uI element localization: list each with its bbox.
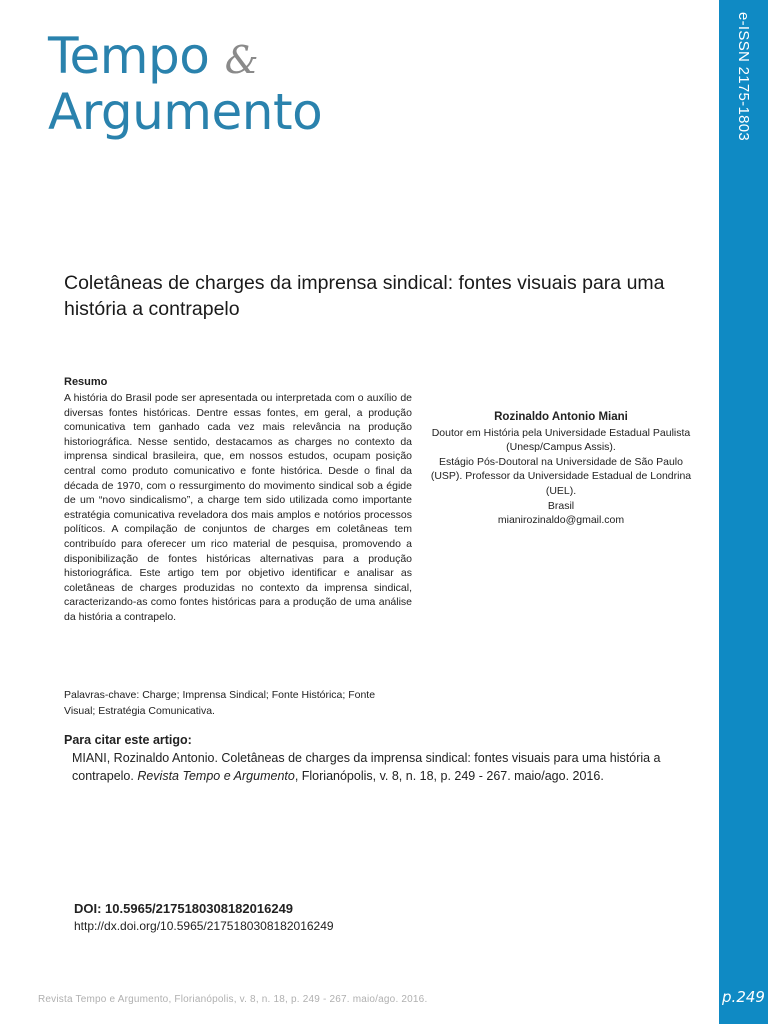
side-color-bar [719,0,768,1024]
author-block [430,410,692,528]
keywords: Palavras-chave: Charge; Imprensa Sindical; Fonte Histórica; Fonte Visual; Estratégia Comunicativa. [64,689,376,717]
author-affiliation-1: Doutor em História pela Universidade Estadual Paulista (Unesp/Campus Assis). [431,426,691,454]
author-email[interactable]: mianirozinaldo@gmail.com [497,514,625,527]
article-title: Coletâneas de charges da imprensa sindical: fontes visuais para uma história a contrapelo [64,272,665,320]
author-affiliation-2: Estágio Pós-Doutoral na Universidade de São Paulo (USP). Professor da Universidade Estadual de Londrina (UEL). [430,455,692,497]
abstract-text: A história do Brasil pode ser apresentada ou interpretada com o auxílio de diversas fontes históricas. Dentre essas fontes, em geral, a produção comunicativa tem ganhado cada vez mais relevância na produção historiográfica. Nesse sentido, destacamos as charges no contexto da imprensa sindical brasileira, que, em nossos estudos, ocupam posição central como produto comunicativo e fonte histórica. Desde o final da década de 1970, com o ressurgimento do movimento sindical sob a égide de um “novo sindicalismo”, a charge tem sido utilizada como importante estratégia comunicativa reveladora dos mais amplos e notórios processos políticos. A compilação de conjuntos de charges em coletâneas tem contribuído para oferecer um rico material de pesquisa, promovendo a disponibilização de fontes históricas alternativas para a produção historiográfica. Este artigo tem por objetivo identificar e analisar as coletâneas de charges produzidas no contexto da imprensa sindical, caracterizando-as como fontes históricas para a produção de uma análise da história a contrapelo. [64,392,412,623]
doi-label: DOI: 10.5965/2175180308182016249 [74,901,294,916]
citation-heading: Para citar este artigo: [64,733,192,747]
issn-label: e-ISSN 2175-1803 [735,12,752,142]
page-footer: Revista Tempo e Argumento, Florianópolis, v. 8, n. 18, p. 249 - 267. maio/ago. 2016. [38,994,428,1005]
logo-word-tempo: Tempo [48,27,210,85]
citation-journal: Revista Tempo e Argumento [137,769,295,783]
logo-ampersand: & [224,38,259,82]
journal-logo [48,27,323,141]
author-name: Rozinaldo Antonio Miani [494,411,628,423]
abstract-heading: Resumo [64,376,108,388]
citation-part-1: MIANI, Rozinaldo Antonio. Coletâneas de charges da imprensa sindical: fontes visuais para uma história a contrapelo. [72,751,661,783]
page-number: p.249 [722,988,765,1006]
citation-part-2: , Florianópolis, v. 8, n. 18, p. 249 - 267. maio/ago. 2016. [294,769,604,783]
citation-text [72,749,672,785]
doi-link[interactable]: http://dx.doi.org/10.5965/2175180308182016249 [74,919,334,933]
author-country: Brasil [547,499,575,512]
logo-word-argumento: Argumento [48,83,323,141]
